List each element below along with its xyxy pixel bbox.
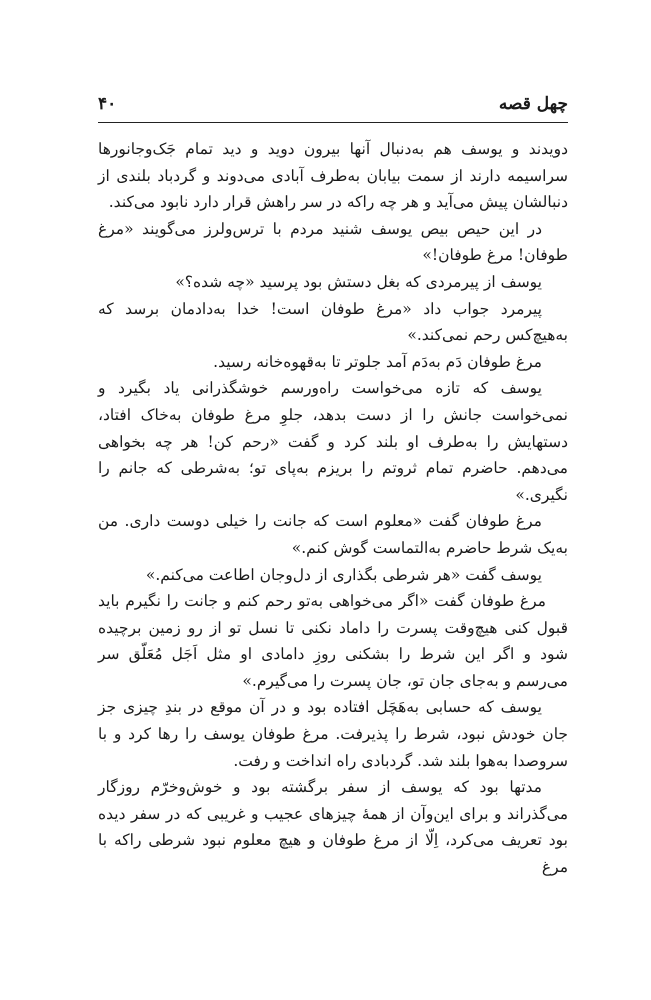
- header-divider: [98, 122, 568, 123]
- paragraph: یوسف که حسابی به‌هَچَل افتاده بود و در آن موقع در بندِ چیزی جز جان خودش نبود، شرط را پذیرفت. مرغ طوفان یوسف را رها کرد و با سروصدا به‌هوا بلند شد. گردبادی راه انداخت و رفت.: [98, 698, 568, 770]
- page-number: ۴۰: [98, 94, 117, 114]
- paragraph: یوسف از پیرمردی که بغل دستش بود پرسید «چه شده؟»: [175, 272, 542, 291]
- paragraph: یوسف گفت «هر شرطی بگذاری از دل‌وجان اطاعت می‌کنم.»: [145, 565, 542, 584]
- paragraph: پیرمرد جواب داد «مرغ طوفان است! خدا به‌دادمان برسد که به‌هیچ‌کس رحم نمی‌کند.»: [98, 299, 568, 345]
- body-text: [98, 136, 568, 881]
- page-header: [98, 92, 568, 122]
- paragraph: در این حیص بیص یوسف شنید مردم با ترس‌ولرز می‌گویند «مرغ طوفان! مرغ طوفان!»: [98, 219, 568, 265]
- paragraph: مرغ طوفان گفت «اگر می‌خواهی به‌تو رحم کنم و جانت را نگیرم باید قبول کنی هیچ‌وقت پسرت را داماد نکنی تا نسل تو از رو زمین برچیده شود و اگر این شرط را بشکنی روزِ دامادی او مثل اَجَل مُعَلّق سر می‌رسم و به‌جای جان تو، جان پسرت را می‌گیرم.»: [98, 592, 568, 690]
- running-title: چهل قصه: [498, 94, 568, 114]
- paragraph: یوسف که تازه می‌خواست راه‌ورسم خوشگذرانی یاد بگیرد و نمی‌خواست جانش را از دست بدهد، جلوِ مرغ طوفان به‌خاک افتاد، دستهایش را به‌طرف او بلند کرد و گفت «رحم کن! هر چه بخواهی می‌دهم. حاضرم تمام ثروتم را بریزم به‌پای تو؛ به‌شرطی که جانم را نگیری.»: [98, 379, 568, 504]
- paragraph: مدتها بود که یوسف از سفر برگشته بود و خوش‌وخرّم روزگار می‌گذراند و برای این‌وآن از همهٔ چیزهای عجیب و غریبی که در سفر دیده بود تعریف می‌کرد، اِلّا از مرغ طوفان و هیچ معلوم نبود شرطی راکه با مرغ: [98, 778, 568, 877]
- paragraph-continued: دویدند و یوسف هم به‌دنبال آنها بیرون دوید و دید تمام جَک‌وجانورها سراسیمه دارند از سمت بیابان به‌طرف آبادی می‌دوند و گردباد بلندی از دنبالشان پیش می‌آید و هر چه راکه در سر راهش قرار دارد نابود می‌کند.: [98, 140, 568, 212]
- paragraph: مرغ طوفان دَم به‌دَم آمد جلوتر تا به‌قهوه‌خانه رسید.: [213, 352, 542, 371]
- paragraph: مرغ طوفان گفت «معلوم است که جانت را خیلی دوست داری. من به‌یک شرط حاضرم به‌التماست گوش کنم.»: [98, 512, 568, 557]
